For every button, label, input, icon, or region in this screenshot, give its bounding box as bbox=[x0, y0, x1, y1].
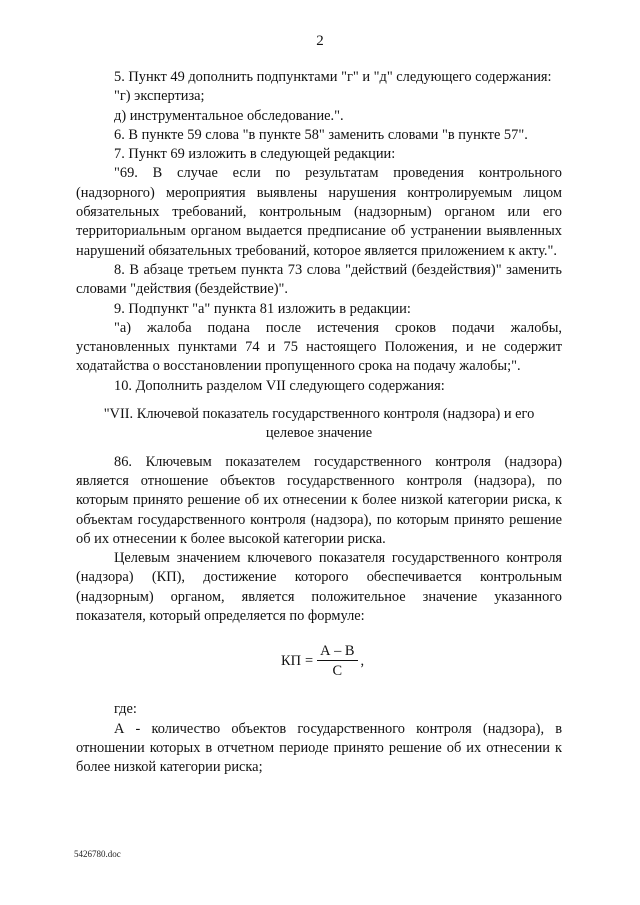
formula-denominator: С bbox=[332, 663, 343, 680]
paragraph-pA: А - количество объектов государственного контроля (надзора), в отношении которых в отчетном периоде принято решение об их отнесении к более низкой категории риска; bbox=[76, 720, 562, 776]
paragraph-p5: 5. Пункт 49 дополнить подпунктами "г" и "д" следующего содержания: bbox=[114, 69, 552, 85]
formula-fraction bbox=[317, 642, 357, 680]
page-number: 2 bbox=[316, 33, 324, 49]
formula bbox=[76, 640, 562, 682]
paragraph-p9a: "а) жалоба подана после истечения сроков подачи жалобы, установленных пунктами 74 и 75 настоящего Положения, и не содержит ходатайства о восстановлении пропущенного срока на подачу жалобы;". bbox=[76, 319, 562, 375]
definitions bbox=[76, 700, 562, 777]
amendments-list bbox=[76, 68, 562, 396]
paragraph-p7: 7. Пункт 69 изложить в следующей редакции: bbox=[114, 146, 396, 163]
paragraph-pwhere: где: bbox=[114, 701, 137, 718]
paragraph-p6: 6. В пункте 59 слова "в пункте 58" заменить словами "в пункте 57". bbox=[114, 126, 528, 143]
paragraph-ptarget: Целевым значением ключевого показателя государственного контроля (надзора) (КП), достижение которого обеспечивается контрольным (надзорным) органом, является положительное значение указанного показателя, который определяется по формуле: bbox=[76, 550, 562, 625]
section-heading-line-1: "VII. Ключевой показатель государственного контроля (надзора) и его bbox=[103, 406, 535, 423]
document-body bbox=[76, 68, 562, 778]
paragraph-p5g: "г) экспертиза; bbox=[114, 88, 205, 105]
paragraph-p69: "69. В случае если по результатам проведения контрольного (надзорного) мероприятия выявлены нарушения контролируемым лицом обязательных требований, контрольным (надзорным) органом или его территориальным органом выдается предписание об устранении выявленных нарушений обязательных требований, которое является приложением к акту.". bbox=[76, 165, 562, 259]
section-heading bbox=[76, 405, 562, 444]
paragraph-p9: 9. Подпункт "а" пункта 81 изложить в редакции: bbox=[114, 300, 411, 317]
paragraph-p10: 10. Дополнить разделом VII следующего содержания: bbox=[114, 377, 445, 394]
formula-equals: = bbox=[305, 652, 314, 669]
section-heading-line-2: целевое значение bbox=[265, 425, 373, 442]
formula-lhs: КП bbox=[281, 652, 301, 669]
section-paragraphs bbox=[76, 453, 562, 627]
formula-comma: , bbox=[360, 652, 365, 669]
formula-numerator: А – В bbox=[317, 642, 357, 661]
file-name-footer: 5426780.doc bbox=[74, 849, 121, 859]
paragraph-p5d: д) инструментальное обследование.". bbox=[114, 107, 344, 124]
paragraph-p86: 86. Ключевым показателем государственного контроля (надзора) является отношение объектов государственного контроля (надзора), по которым принято решение об их отнесении к более низкой категории риска, к объектам государственного контроля (надзора), по которым принято решение об их отнесении к более высокой категории риска. bbox=[76, 453, 562, 547]
paragraph-p8: 8. В абзаце третьем пункта 73 слова "действий (бездействия)" заменить словами "действия (бездействие)". bbox=[76, 261, 562, 298]
